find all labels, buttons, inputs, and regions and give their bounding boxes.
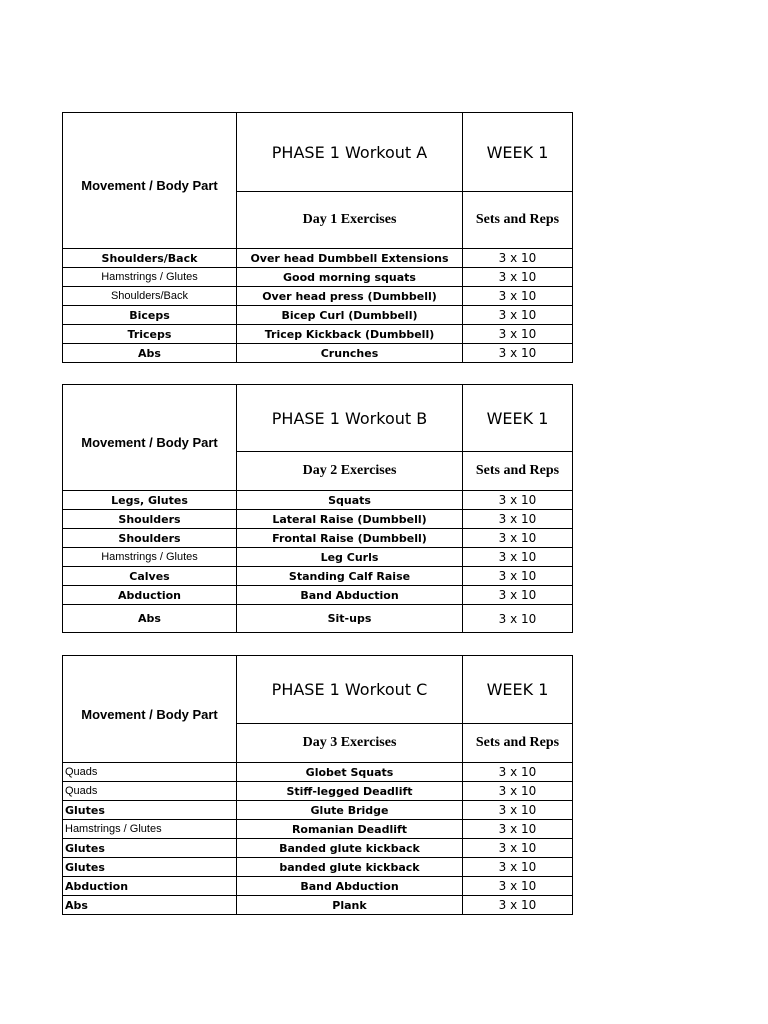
table-row <box>63 896 573 915</box>
exercise-cell: Tricep Kickback (Dumbbell) <box>237 325 463 344</box>
exercise-cell: Plank <box>237 896 463 915</box>
exercise-cell: Squats <box>237 491 463 510</box>
table-row <box>63 268 573 287</box>
table-row <box>63 858 573 877</box>
table-row <box>63 801 573 820</box>
sets-cell: 3 x 10 <box>463 529 573 548</box>
body-part-cell: Calves <box>63 567 237 586</box>
sets-cell: 3 x 10 <box>463 567 573 586</box>
sets-cell: 3 x 10 <box>463 325 573 344</box>
exercise-cell: Frontal Raise (Dumbbell) <box>237 529 463 548</box>
body-part-cell: Shoulders <box>63 529 237 548</box>
sets-cell: 3 x 10 <box>463 586 573 605</box>
week-label: WEEK 1 <box>463 656 573 724</box>
table-row <box>63 567 573 586</box>
table-row <box>63 325 573 344</box>
table-row <box>63 249 573 268</box>
body-part-cell: Shoulders <box>63 510 237 529</box>
sets-cell: 3 x 10 <box>463 839 573 858</box>
sets-cell: 3 x 10 <box>463 548 573 567</box>
workout-c-table <box>62 655 573 915</box>
table-row <box>63 529 573 548</box>
movement-header: Movement / Body Part <box>63 113 237 249</box>
body-part-cell: Glutes <box>63 801 237 820</box>
body-part-cell: Quads <box>63 782 237 801</box>
exercise-cell: Stiff-legged Deadlift <box>237 782 463 801</box>
workout-a-table <box>62 112 573 363</box>
body-part-cell: Shoulders/Back <box>63 287 237 306</box>
table-row <box>63 287 573 306</box>
sets-cell: 3 x 10 <box>463 820 573 839</box>
table-row <box>63 782 573 801</box>
sets-header: Sets and Reps <box>463 192 573 249</box>
sets-cell: 3 x 10 <box>463 510 573 529</box>
sets-cell: 3 x 10 <box>463 877 573 896</box>
exercise-cell: Banded glute kickback <box>237 839 463 858</box>
table-row <box>63 820 573 839</box>
exercise-cell: Over head press (Dumbbell) <box>237 287 463 306</box>
sets-cell: 3 x 10 <box>463 268 573 287</box>
phase-title: PHASE 1 Workout A <box>237 113 463 192</box>
sets-cell: 3 x 10 <box>463 782 573 801</box>
sets-cell: 3 x 10 <box>463 287 573 306</box>
phase-title: PHASE 1 Workout B <box>237 385 463 452</box>
exercise-cell: Romanian Deadlift <box>237 820 463 839</box>
sets-header: Sets and Reps <box>463 724 573 763</box>
body-part-cell: Hamstrings / Glutes <box>63 820 237 839</box>
body-part-cell: Glutes <box>63 839 237 858</box>
exercise-cell: Leg Curls <box>237 548 463 567</box>
table-row <box>63 491 573 510</box>
body-part-cell: Shoulders/Back <box>63 249 237 268</box>
body-part-cell: Abduction <box>63 586 237 605</box>
body-part-cell: Hamstrings / Glutes <box>63 548 237 567</box>
sets-cell: 3 x 10 <box>463 858 573 877</box>
exercise-cell: Over head Dumbbell Extensions <box>237 249 463 268</box>
day-label: Day 1 Exercises <box>237 192 463 249</box>
body-part-cell: Quads <box>63 763 237 782</box>
table-row <box>63 344 573 363</box>
exercise-cell: Glute Bridge <box>237 801 463 820</box>
body-part-cell: Abs <box>63 605 237 633</box>
table-row <box>63 510 573 529</box>
week-label: WEEK 1 <box>463 113 573 192</box>
body-part-cell: Legs, Glutes <box>63 491 237 510</box>
phase-title: PHASE 1 Workout C <box>237 656 463 724</box>
sets-cell: 3 x 10 <box>463 896 573 915</box>
body-part-cell: Triceps <box>63 325 237 344</box>
body-part-cell: Abs <box>63 896 237 915</box>
sets-cell: 3 x 10 <box>463 801 573 820</box>
body-part-cell: Biceps <box>63 306 237 325</box>
body-part-cell: Hamstrings / Glutes <box>63 268 237 287</box>
sets-cell: 3 x 10 <box>463 763 573 782</box>
exercise-cell: Bicep Curl (Dumbbell) <box>237 306 463 325</box>
table-row <box>63 839 573 858</box>
exercise-cell: Band Abduction <box>237 877 463 896</box>
table-row <box>63 763 573 782</box>
day-label: Day 2 Exercises <box>237 452 463 491</box>
week-label: WEEK 1 <box>463 385 573 452</box>
movement-header: Movement / Body Part <box>63 656 237 763</box>
body-part-cell: Abduction <box>63 877 237 896</box>
table-row <box>63 877 573 896</box>
sets-cell: 3 x 10 <box>463 249 573 268</box>
exercise-cell: Band Abduction <box>237 586 463 605</box>
table-row <box>63 306 573 325</box>
sets-cell: 3 x 10 <box>463 605 573 633</box>
exercise-cell: Globet Squats <box>237 763 463 782</box>
table-row <box>63 605 573 633</box>
workout-b-table <box>62 384 573 633</box>
sets-header: Sets and Reps <box>463 452 573 491</box>
body-part-cell: Abs <box>63 344 237 363</box>
table-row <box>63 548 573 567</box>
sets-cell: 3 x 10 <box>463 344 573 363</box>
day-label: Day 3 Exercises <box>237 724 463 763</box>
body-part-cell: Glutes <box>63 858 237 877</box>
exercise-cell: banded glute kickback <box>237 858 463 877</box>
exercise-cell: Lateral Raise (Dumbbell) <box>237 510 463 529</box>
movement-header: Movement / Body Part <box>63 385 237 491</box>
exercise-cell: Good morning squats <box>237 268 463 287</box>
sets-cell: 3 x 10 <box>463 306 573 325</box>
exercise-cell: Standing Calf Raise <box>237 567 463 586</box>
table-row <box>63 586 573 605</box>
sets-cell: 3 x 10 <box>463 491 573 510</box>
exercise-cell: Crunches <box>237 344 463 363</box>
exercise-cell: Sit-ups <box>237 605 463 633</box>
